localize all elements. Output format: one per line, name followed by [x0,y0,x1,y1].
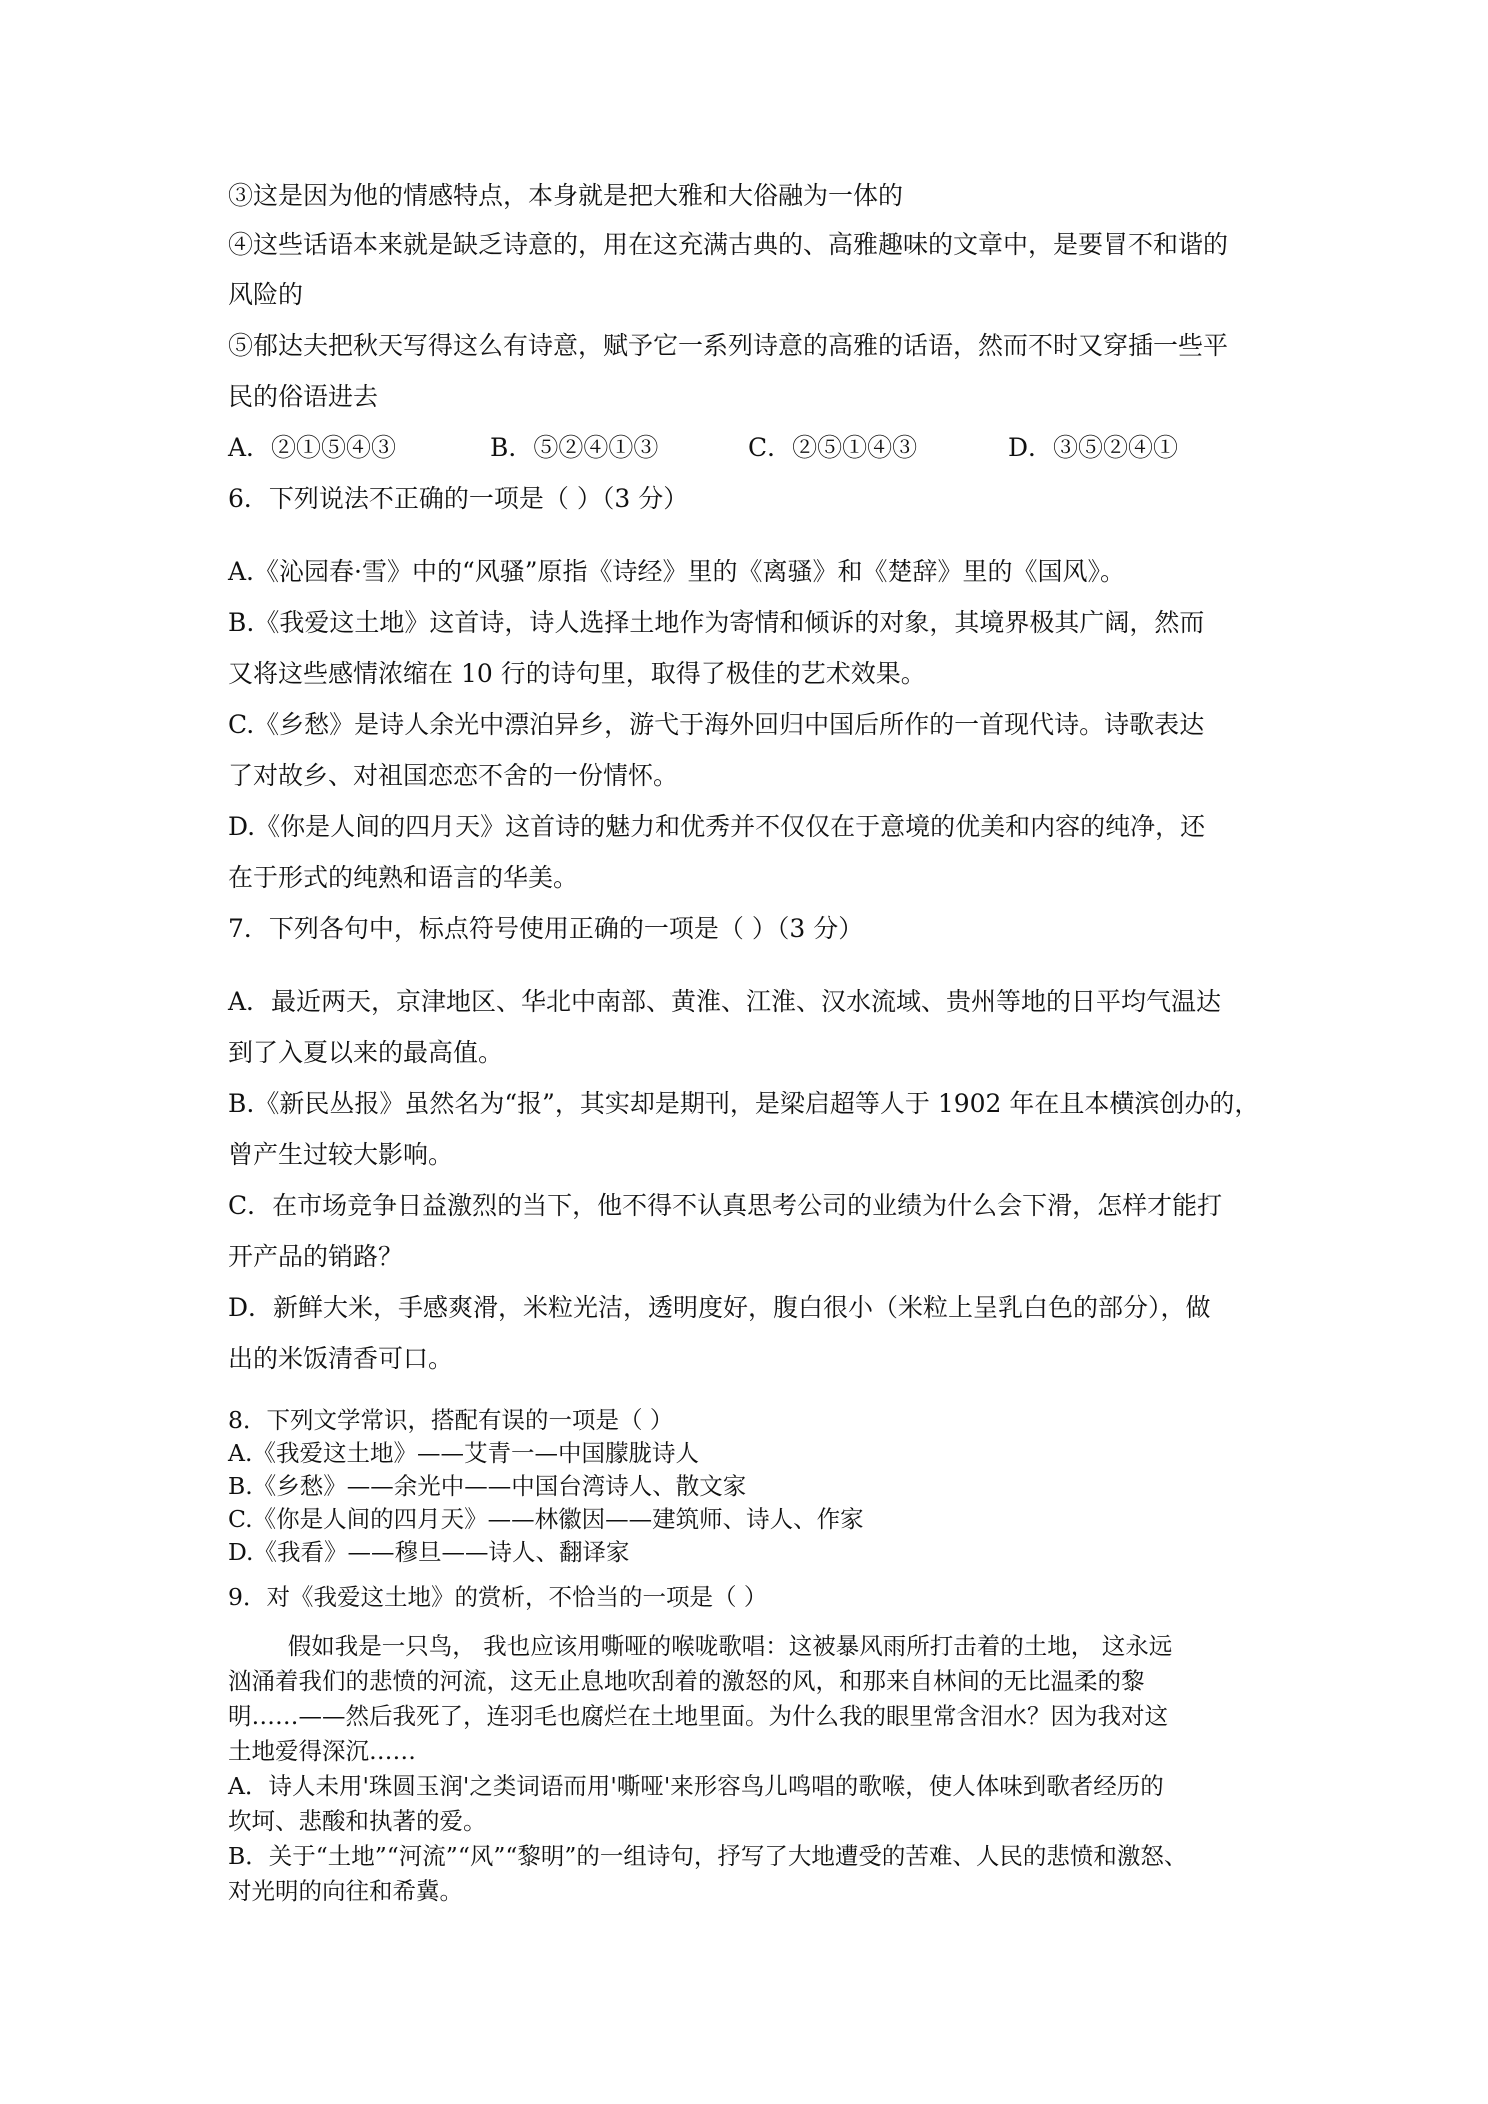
q7-line: B.《新民丛报》虽然名为“报”，其实却是期刊，是梁启超等人于 1902 年在且本横滨创办的， [228,1089,1260,1118]
q9-line: B．关于“土地”“河流”“风”“黎明”的一组诗句，抒写了大地遭受的苦难、人民的悲愤和激怒、 [228,1842,1188,1870]
q6-line: C.《乡愁》是诗人余光中漂泊异乡，游弋于海外回归中国后所作的一首现代诗。诗歌表达 [228,710,1205,739]
q8-line: C.《你是人间的四月天》——林徽因——建筑师、诗人、作家 [228,1505,864,1533]
q9-poem-line: 明……——然后我死了，连羽毛也腐烂在土地里面。为什么我的眼里常含泪水？因为我对这 [228,1702,1168,1730]
q5-item-5: ⑤郁达夫把秋天写得这么有诗意，赋予它一系列诗意的高雅的话语，然而不时又穿插一些平 [228,331,1229,360]
q5-item-4: ④这些话语本来就是缺乏诗意的，用在这充满古典的、高雅趣味的文章中，是要冒不和谐的 [228,230,1229,259]
q9-stem: 9．对《我爱这土地》的赏析，不恰当的一项是（ ） [228,1583,768,1611]
q9-poem-line: 假如我是一只鸟， 我也应该用嘶哑的喉咙歌唱：这被暴风雨所打击着的土地， 这永远 [228,1632,1173,1660]
q6-line: A.《沁园春·雪》中的“风骚”原指《诗经》里的《离骚》和《楚辞》里的《国风》。 [228,557,1126,586]
q9-line: 对光明的向往和希冀。 [228,1877,463,1905]
q5-option-d: D．③⑤②④① [1008,433,1179,462]
q5-option-b: B．⑤②④①③ [490,433,659,462]
q5-item-5-cont: 民的俗语进去 [228,382,379,411]
q7-line: C．在市场竞争日益激烈的当下，他不得不认真思考公司的业绩为什么会下滑，怎样才能打 [228,1191,1223,1220]
q9-line: 坎坷、悲酸和执著的爱。 [228,1807,487,1835]
q6-line: D.《你是人间的四月天》这首诗的魅力和优秀并不仅仅在于意境的优美和内容的纯净，还 [228,812,1206,841]
q7-stem: 7．下列各句中，标点符号使用正确的一项是（ ）（3 分） [228,914,864,943]
q9-line: A．诗人未用'珠圆玉润'之类词语而用'嘶哑'来形容鸟儿鸣唱的歌喉，使人体味到歌者经历的 [228,1772,1164,1800]
q7-line: D．新鲜大米，手感爽滑，米粒光洁，透明度好，腹白很小（米粒上呈乳白色的部分），做 [228,1293,1211,1322]
q7-line: A．最近两天，京津地区、华北中南部、黄淮、江淮、汉水流域、贵州等地的日平均气温达 [228,987,1222,1016]
q8-line: B.《乡愁》——余光中——中国台湾诗人、散文家 [228,1472,747,1500]
q7-line: 曾产生过较大影响。 [228,1140,454,1169]
q8-stem: 8．下列文学常识，搭配有误的一项是（ ） [228,1406,674,1434]
q7-line: 开产品的销路？ [228,1242,404,1271]
q9-poem-line: 土地爱得深沉…… [228,1737,416,1765]
q5-option-a: A．②①⑤④③ [228,433,397,462]
q7-line: 出的米饭清香可口。 [228,1344,454,1373]
q7-line: 到了入夏以来的最高值。 [228,1038,504,1067]
q6-stem: 6．下列说法不正确的一项是（ ）（3 分） [228,484,689,513]
q6-line: 又将这些感情浓缩在 10 行的诗句里，取得了极佳的艺术效果。 [228,659,926,688]
q9-poem-line: 汹涌着我们的悲愤的河流，这无止息地吹刮着的激怒的风，和那来自林间的无比温柔的黎 [228,1667,1145,1695]
q6-line: 在于形式的纯熟和语言的华美。 [228,863,579,892]
q8-line: D.《我看》——穆旦——诗人、翻译家 [228,1538,630,1566]
q5-option-c: C．②⑤①④③ [748,433,918,462]
q6-line: B.《我爱这土地》这首诗，诗人选择土地作为寄情和倾诉的对象，其境界极其广阔，然而 [228,608,1205,637]
q6-line: 了对故乡、对祖国恋恋不舍的一份情怀。 [228,761,679,790]
q5-item-3: ③这是因为他的情感特点，本身就是把大雅和大俗融为一体的 [228,181,904,210]
q8-line: A.《我爱这土地》——艾青一—中国朦胧诗人 [228,1439,699,1467]
q5-item-4-cont: 风险的 [228,280,304,309]
